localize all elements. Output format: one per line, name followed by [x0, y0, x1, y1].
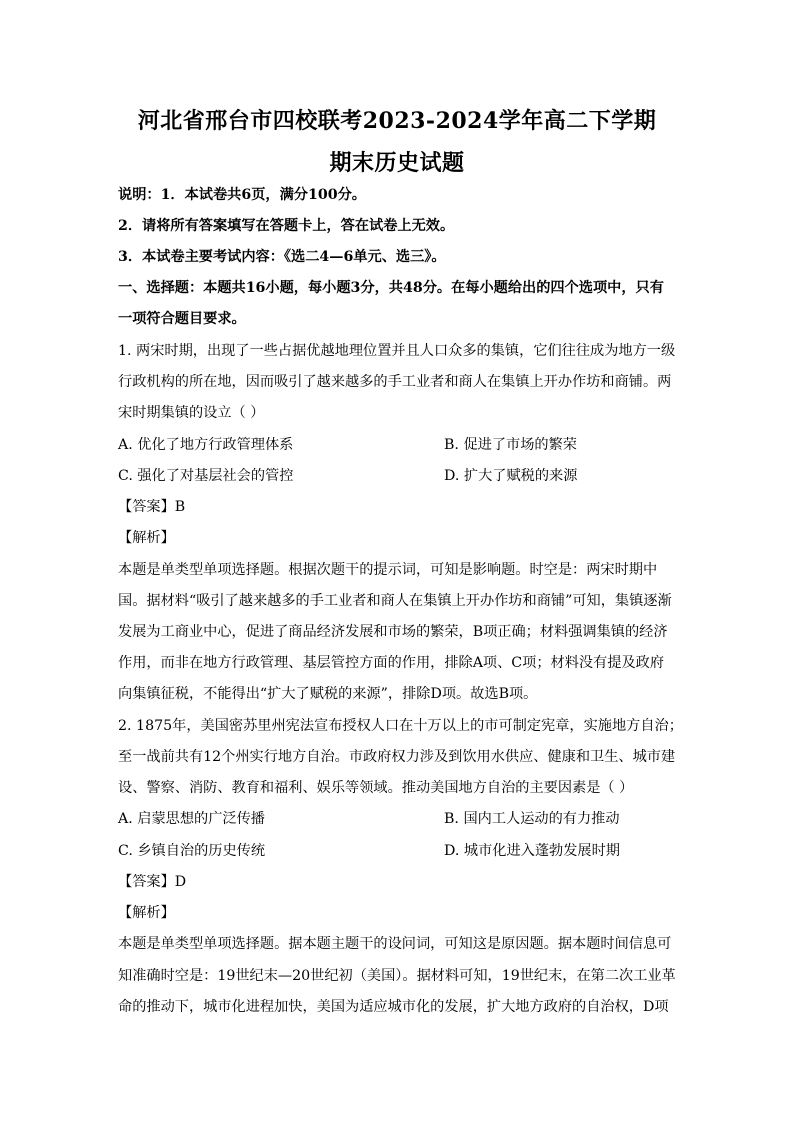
q2-analysis-line2: 知准确时空是：19世纪末—20世纪初（美国）。据材料可知，19世纪末，在第二次工业革: [118, 968, 676, 984]
note-2: 2．请将所有答案填写在答题卡上，答在试卷上无效。: [118, 218, 455, 234]
note-1: 说明：1．本试卷共6页，满分100分。: [118, 187, 366, 203]
q2-stem-line1: 2. 1875年，美国密苏里州宪法宣布授权人口在十万以上的市可制定宪章，实施地方自治；: [118, 718, 683, 734]
q1-stem-line2: 行政机构的所在地，因而吸引了越来越多的手工业者和商人在集镇上开办作坊和商铺。两: [118, 374, 672, 390]
q1-analysis-line4: 作用，而非在地方行政管理、基层管控方面的作用，排除A项、C项；材料没有提及政府: [118, 655, 665, 671]
q2-analysis-line1: 本题是单类型单项选择题。据本题主题干的设问词，可知这是原因题。据本题时间信息可: [118, 936, 672, 952]
q1-option-a: A. 优化了地方行政管理体系: [118, 437, 294, 453]
q1-answer: 【答案】B: [118, 499, 186, 515]
q1-analysis-line5: 向集镇征税，不能得出“扩大了赋税的来源”，排除D项。故选B项。: [118, 686, 538, 702]
q2-option-b: B. 国内工人运动的有力推动: [444, 811, 620, 827]
q1-option-b: B. 促进了市场的繁荣: [444, 437, 577, 453]
q1-option-d: D. 扩大了赋税的来源: [444, 468, 578, 484]
q1-analysis-line2: 国。据材料“吸引了越来越多的手工业者和商人在集镇上开办作坊和商铺”可知，集镇逐渐: [118, 593, 672, 609]
q1-stem-line3: 宋时期集镇的设立（ ）: [118, 405, 265, 421]
q2-option-c: C. 乡镇自治的历史传统: [118, 843, 266, 859]
q2-option-a: A. 启蒙思想的广泛传播: [118, 811, 265, 827]
q2-option-d: D. 城市化进入蓬勃发展时期: [444, 843, 620, 859]
note-3: 3．本试卷主要考试内容：《选二4—6单元、选三》。: [118, 249, 446, 265]
q1-stem-line1: 1. 两宋时期，出现了一些占据优越地理位置并且人口众多的集镇，它们往往成为地方一级: [118, 343, 676, 359]
document-title-line2: 期末历史试题: [329, 150, 465, 176]
q1-analysis-line3: 发展为工商业中心，促进了商品经济发展和市场的繁荣，B项正确；材料强调集镇的经济: [118, 624, 668, 640]
q2-analysis-line3: 命的推动下，城市化进程加快，美国为适应城市化的发展，扩大地方政府的自治权，D项: [118, 999, 669, 1015]
q2-stem-line2: 至一战前共有12个州实行地方自治。市政府权力涉及到饮用水供应、健康和卫生、城市建: [118, 749, 676, 765]
q1-analysis-label: 【解析】: [118, 530, 175, 546]
q2-stem-line3: 设、警察、消防、教育和福利、娱乐等领域。推动美国地方自治的主要因素是（ ）: [118, 780, 634, 796]
section-heading-line2: 一项符合题目要求。: [118, 311, 246, 327]
q2-analysis-label: 【解析】: [118, 905, 175, 921]
section-heading-line1: 一、选择题：本题共16小题，每小题3分，共48分。在每小题给出的四个选项中，只有: [118, 280, 664, 296]
document-title-line1: 河北省邢台市四校联考2023-2024学年高二下学期: [137, 108, 657, 134]
q1-analysis-line1: 本题是单类型单项选择题。根据次题干的提示词，可知是影响题。时空是：两宋时期中: [118, 562, 658, 578]
q2-answer: 【答案】D: [118, 874, 187, 890]
q1-option-c: C. 强化了对基层社会的管控: [118, 468, 294, 484]
